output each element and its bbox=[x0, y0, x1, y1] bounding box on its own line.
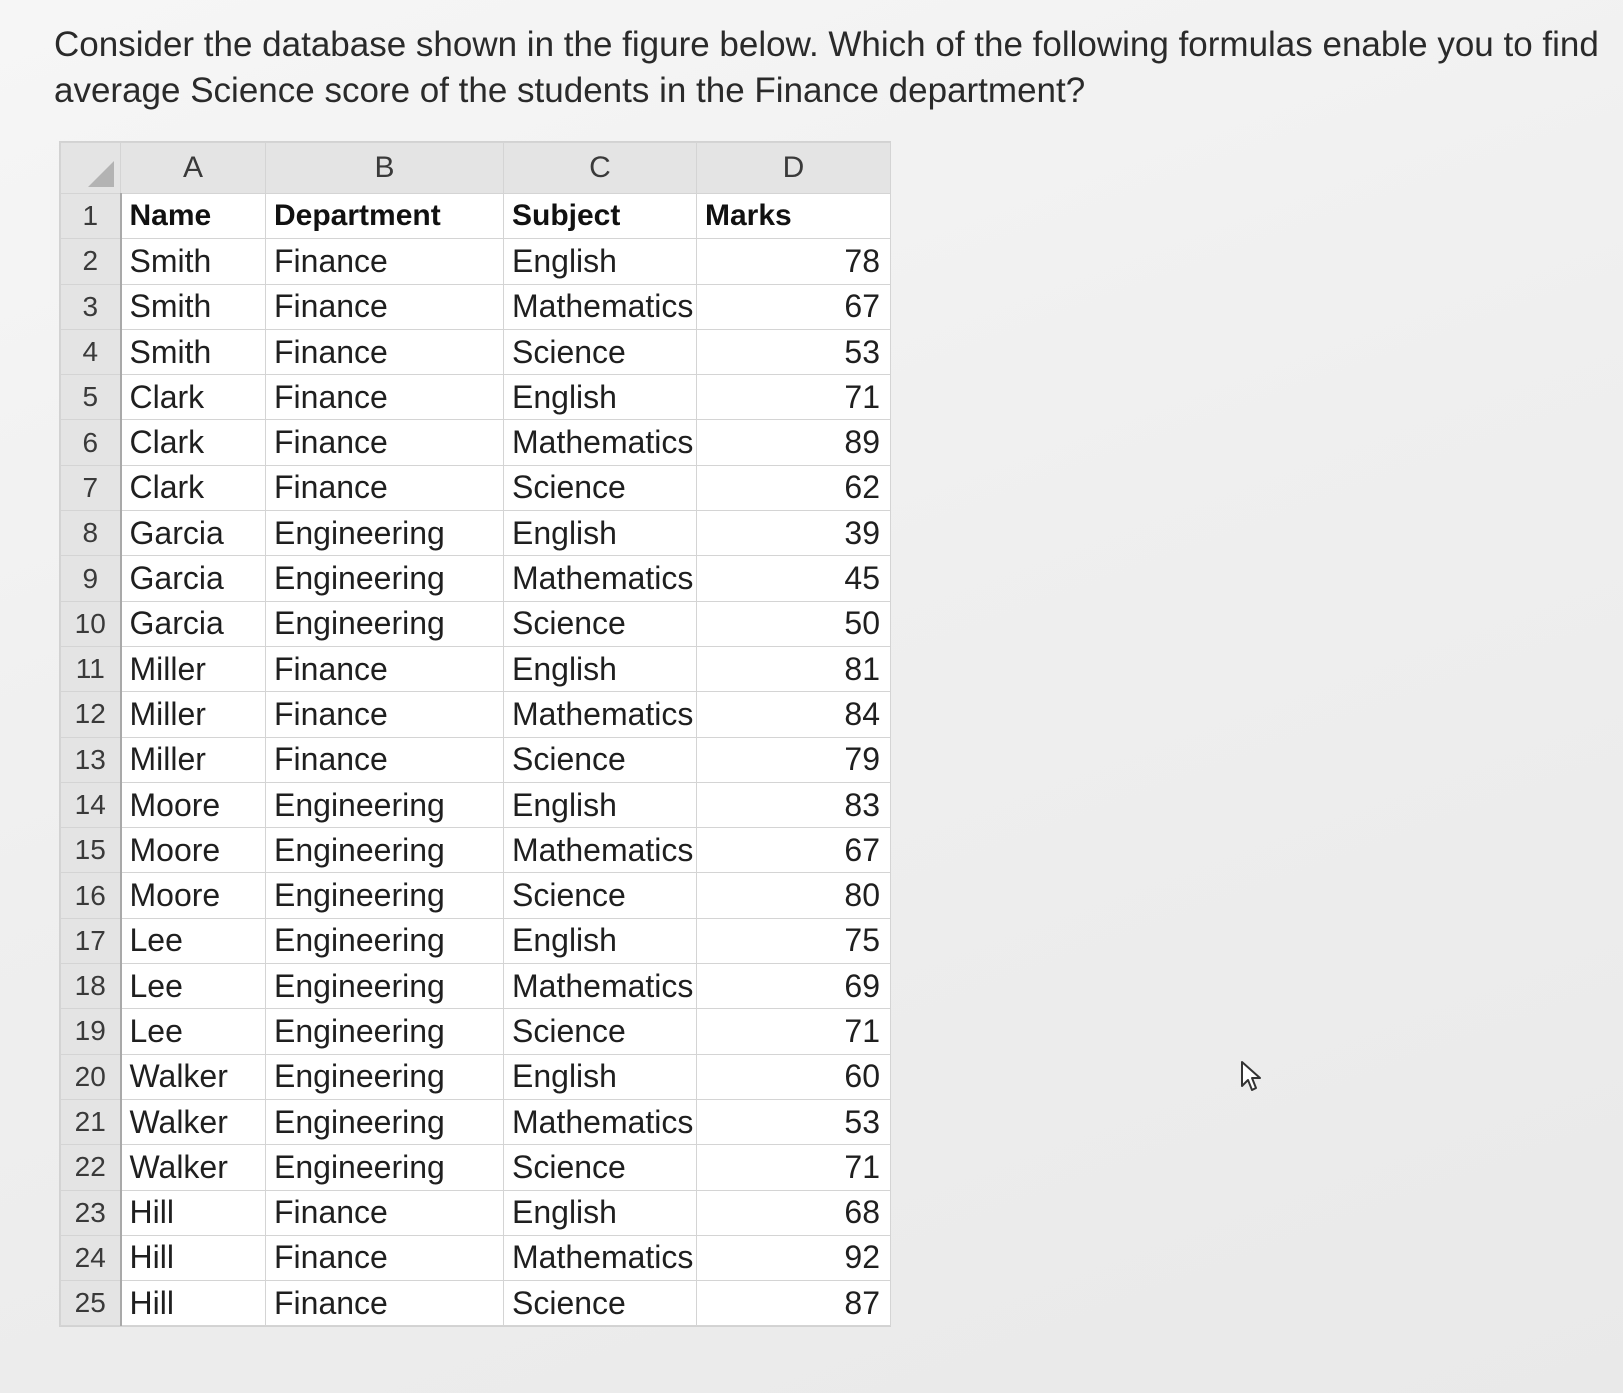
cell-department[interactable]: Engineering bbox=[266, 782, 504, 827]
cell-marks[interactable]: 92 bbox=[697, 1235, 891, 1280]
header-cell-marks[interactable]: Marks bbox=[697, 194, 891, 239]
cell-subject[interactable]: English bbox=[504, 511, 697, 556]
cell-subject[interactable]: Science bbox=[504, 1145, 697, 1190]
spreadsheet bbox=[60, 142, 890, 1326]
cell-name[interactable]: Hill bbox=[121, 1281, 266, 1326]
cell-subject[interactable]: English bbox=[504, 239, 697, 284]
cell-marks[interactable]: 53 bbox=[697, 1099, 891, 1144]
row-number[interactable]: 21 bbox=[61, 1099, 121, 1144]
cell-department[interactable]: Finance bbox=[266, 692, 504, 737]
cell-subject[interactable]: Science bbox=[504, 601, 697, 646]
row-number[interactable]: 17 bbox=[61, 918, 121, 963]
row-number[interactable]: 25 bbox=[61, 1281, 121, 1326]
cell-department[interactable]: Finance bbox=[266, 420, 504, 465]
cell-department[interactable]: Engineering bbox=[266, 1054, 504, 1099]
cell-name[interactable]: Clark bbox=[121, 465, 266, 510]
row-number[interactable]: 1 bbox=[61, 194, 121, 239]
cell-department[interactable]: Engineering bbox=[266, 1145, 504, 1190]
cell-marks[interactable]: 60 bbox=[697, 1054, 891, 1099]
table-row bbox=[61, 646, 891, 691]
cell-marks[interactable]: 79 bbox=[697, 737, 891, 782]
cell-subject[interactable]: English bbox=[504, 782, 697, 827]
cell-subject[interactable]: Mathematics bbox=[504, 692, 697, 737]
table-row bbox=[61, 964, 891, 1009]
row-number[interactable]: 19 bbox=[61, 1009, 121, 1054]
table-row bbox=[61, 737, 891, 782]
cell-department[interactable]: Engineering bbox=[266, 918, 504, 963]
cell-subject[interactable]: Science bbox=[504, 329, 697, 374]
row-number[interactable]: 12 bbox=[61, 692, 121, 737]
column-header-a[interactable]: A bbox=[121, 143, 266, 194]
row-number[interactable]: 4 bbox=[61, 329, 121, 374]
row-number[interactable]: 5 bbox=[61, 375, 121, 420]
cell-marks[interactable]: 81 bbox=[697, 646, 891, 691]
cell-department[interactable]: Finance bbox=[266, 329, 504, 374]
select-all-triangle-icon bbox=[88, 161, 114, 187]
row-number[interactable]: 2 bbox=[61, 239, 121, 284]
cell-marks[interactable]: 53 bbox=[697, 329, 891, 374]
table-row bbox=[61, 1235, 891, 1280]
cell-department[interactable]: Engineering bbox=[266, 1009, 504, 1054]
cell-name[interactable]: Moore bbox=[121, 873, 266, 918]
cell-subject[interactable]: Mathematics bbox=[504, 1235, 697, 1280]
cell-subject[interactable]: Mathematics bbox=[504, 420, 697, 465]
cell-subject[interactable]: Mathematics bbox=[504, 964, 697, 1009]
table-row bbox=[61, 1145, 891, 1190]
cell-department[interactable]: Finance bbox=[266, 284, 504, 329]
row-number[interactable]: 20 bbox=[61, 1054, 121, 1099]
cell-marks[interactable]: 67 bbox=[697, 284, 891, 329]
cell-department[interactable]: Finance bbox=[266, 737, 504, 782]
column-header-c[interactable]: C bbox=[504, 143, 697, 194]
cell-name[interactable]: Clark bbox=[121, 420, 266, 465]
cell-subject[interactable]: Science bbox=[504, 1009, 697, 1054]
cell-name[interactable]: Moore bbox=[121, 828, 266, 873]
table-row bbox=[61, 1099, 891, 1144]
cell-marks[interactable]: 80 bbox=[697, 873, 891, 918]
row-number[interactable]: 16 bbox=[61, 873, 121, 918]
cell-department[interactable]: Engineering bbox=[266, 828, 504, 873]
cell-name[interactable]: Walker bbox=[121, 1145, 266, 1190]
cell-department[interactable]: Finance bbox=[266, 1190, 504, 1235]
table-row bbox=[61, 465, 891, 510]
cell-marks[interactable]: 83 bbox=[697, 782, 891, 827]
cell-department[interactable]: Finance bbox=[266, 465, 504, 510]
table-row bbox=[61, 329, 891, 374]
cell-department[interactable]: Engineering bbox=[266, 556, 504, 601]
row-number[interactable]: 14 bbox=[61, 782, 121, 827]
row-number[interactable]: 6 bbox=[61, 420, 121, 465]
cell-name[interactable]: Lee bbox=[121, 964, 266, 1009]
cell-marks[interactable]: 62 bbox=[697, 465, 891, 510]
select-all-corner[interactable] bbox=[61, 143, 121, 194]
table-row bbox=[61, 1009, 891, 1054]
table-row bbox=[61, 1281, 891, 1326]
row-number[interactable]: 7 bbox=[61, 465, 121, 510]
cell-department[interactable]: Engineering bbox=[266, 873, 504, 918]
cell-department[interactable]: Finance bbox=[266, 375, 504, 420]
cell-subject[interactable]: English bbox=[504, 918, 697, 963]
cell-marks[interactable]: 71 bbox=[697, 1145, 891, 1190]
row-number[interactable]: 13 bbox=[61, 737, 121, 782]
cell-subject[interactable]: Science bbox=[504, 1281, 697, 1326]
cell-department[interactable]: Finance bbox=[266, 1235, 504, 1280]
cell-subject[interactable]: English bbox=[504, 375, 697, 420]
cell-department[interactable]: Engineering bbox=[266, 1099, 504, 1144]
table-row bbox=[61, 873, 891, 918]
cell-department[interactable]: Finance bbox=[266, 1281, 504, 1326]
cell-department[interactable]: Engineering bbox=[266, 601, 504, 646]
table-row bbox=[61, 556, 891, 601]
row-number[interactable]: 18 bbox=[61, 964, 121, 1009]
column-header-d[interactable]: D bbox=[697, 143, 891, 194]
table-row bbox=[61, 782, 891, 827]
table-row bbox=[61, 1054, 891, 1099]
row-number[interactable]: 8 bbox=[61, 511, 121, 556]
cell-name[interactable]: Garcia bbox=[121, 601, 266, 646]
cell-marks[interactable]: 75 bbox=[697, 918, 891, 963]
cell-department[interactable]: Engineering bbox=[266, 511, 504, 556]
row-number[interactable]: 11 bbox=[61, 646, 121, 691]
cell-subject[interactable]: English bbox=[504, 1054, 697, 1099]
table-row bbox=[61, 375, 891, 420]
table-row bbox=[61, 601, 891, 646]
cell-name[interactable]: Smith bbox=[121, 239, 266, 284]
cell-subject[interactable]: Mathematics bbox=[504, 828, 697, 873]
cell-marks[interactable]: 89 bbox=[697, 420, 891, 465]
cell-name[interactable]: Walker bbox=[121, 1054, 266, 1099]
cell-marks[interactable]: 71 bbox=[697, 1009, 891, 1054]
row-number[interactable]: 24 bbox=[61, 1235, 121, 1280]
column-header-b[interactable]: B bbox=[266, 143, 504, 194]
row-number[interactable]: 15 bbox=[61, 828, 121, 873]
table-row bbox=[61, 284, 891, 329]
cell-name[interactable]: Hill bbox=[121, 1235, 266, 1280]
cell-marks[interactable]: 39 bbox=[697, 511, 891, 556]
cell-subject[interactable]: Science bbox=[504, 737, 697, 782]
cell-marks[interactable]: 67 bbox=[697, 828, 891, 873]
cell-name[interactable]: Clark bbox=[121, 375, 266, 420]
cell-name[interactable]: Miller bbox=[121, 692, 266, 737]
cell-subject[interactable]: Mathematics bbox=[504, 284, 697, 329]
cell-marks[interactable]: 50 bbox=[697, 601, 891, 646]
table-row bbox=[61, 420, 891, 465]
cell-name[interactable]: Miller bbox=[121, 646, 266, 691]
table-row bbox=[61, 511, 891, 556]
cell-subject[interactable]: English bbox=[504, 646, 697, 691]
header-cell-department[interactable]: Department bbox=[266, 194, 504, 239]
cell-department[interactable]: Finance bbox=[266, 239, 504, 284]
table-row bbox=[61, 918, 891, 963]
column-header-row bbox=[61, 143, 891, 194]
cell-department[interactable]: Finance bbox=[266, 646, 504, 691]
cell-department[interactable]: Engineering bbox=[266, 964, 504, 1009]
cell-marks[interactable]: 87 bbox=[697, 1281, 891, 1326]
cell-name[interactable]: Lee bbox=[121, 1009, 266, 1054]
cell-subject[interactable]: Science bbox=[504, 465, 697, 510]
cell-name[interactable]: Miller bbox=[121, 737, 266, 782]
data-table bbox=[60, 142, 891, 1326]
cell-marks[interactable]: 69 bbox=[697, 964, 891, 1009]
header-cell-subject[interactable]: Subject bbox=[504, 194, 697, 239]
header-cell-name[interactable]: Name bbox=[121, 194, 266, 239]
row-number[interactable]: 9 bbox=[61, 556, 121, 601]
cell-name[interactable]: Garcia bbox=[121, 511, 266, 556]
cell-name[interactable]: Smith bbox=[121, 284, 266, 329]
row-number[interactable]: 23 bbox=[61, 1190, 121, 1235]
question-line-1: Consider the database shown in the figure below. Which of the following formulas enable you to find bbox=[54, 25, 1599, 64]
table-row bbox=[61, 239, 891, 284]
cell-name[interactable]: Hill bbox=[121, 1190, 266, 1235]
cell-name[interactable]: Lee bbox=[121, 918, 266, 963]
cell-subject[interactable]: English bbox=[504, 1190, 697, 1235]
cell-marks[interactable]: 68 bbox=[697, 1190, 891, 1235]
cell-name[interactable]: Garcia bbox=[121, 556, 266, 601]
table-row bbox=[61, 692, 891, 737]
table-row bbox=[61, 194, 891, 239]
cell-subject[interactable]: Mathematics bbox=[504, 556, 697, 601]
cell-marks[interactable]: 84 bbox=[697, 692, 891, 737]
question-line-2: average Science score of the students in the Finance department? bbox=[54, 71, 1086, 110]
cell-name[interactable]: Moore bbox=[121, 782, 266, 827]
cell-name[interactable]: Walker bbox=[121, 1099, 266, 1144]
cell-marks[interactable]: 78 bbox=[697, 239, 891, 284]
row-number[interactable]: 10 bbox=[61, 601, 121, 646]
row-number[interactable]: 3 bbox=[61, 284, 121, 329]
question-text bbox=[54, 22, 1614, 114]
cell-marks[interactable]: 45 bbox=[697, 556, 891, 601]
row-number[interactable]: 22 bbox=[61, 1145, 121, 1190]
cell-name[interactable]: Smith bbox=[121, 329, 266, 374]
table-row bbox=[61, 828, 891, 873]
cell-subject[interactable]: Mathematics bbox=[504, 1099, 697, 1144]
mouse-pointer-icon bbox=[1240, 1060, 1268, 1094]
cell-subject[interactable]: Science bbox=[504, 873, 697, 918]
cell-marks[interactable]: 71 bbox=[697, 375, 891, 420]
table-row bbox=[61, 1190, 891, 1235]
